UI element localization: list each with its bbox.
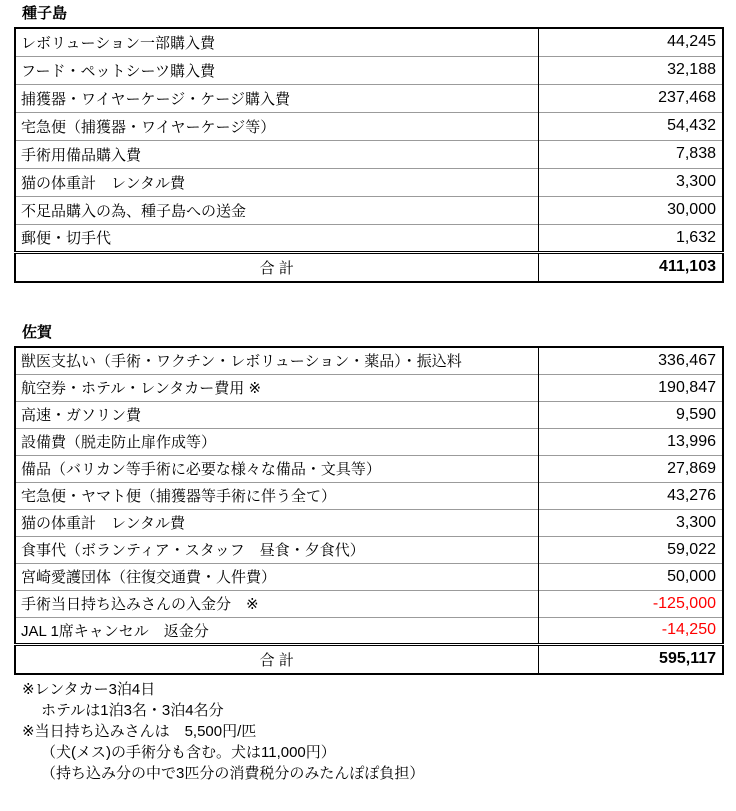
- table-row: [15, 374, 723, 401]
- table-row: [15, 347, 723, 374]
- expense-label-cell: 猫の体重計 レンタル費: [15, 509, 538, 536]
- total-amount-cell: 595,117: [538, 644, 723, 674]
- footnote-line: （持ち込み分の中で3匹分の消費税分のみたんぽぽ負担）: [41, 765, 425, 782]
- total-amount-cell: 411,103: [538, 252, 723, 282]
- table-row: [15, 590, 723, 617]
- expense-amount-cell: 30,000: [538, 196, 723, 224]
- total-label-cell: 合 計: [15, 644, 538, 674]
- expense-amount-cell: 336,467: [658, 351, 716, 369]
- total-row: [15, 252, 723, 282]
- expense-label-cell: 郵便・切手代: [15, 224, 538, 252]
- expense-amount-cell: 3,300: [538, 509, 723, 536]
- expense-label-cell: フード・ペットシーツ購入費: [15, 56, 538, 84]
- table-row: [15, 617, 723, 644]
- expense-label-cell: 宅急便（捕獲器・ワイヤーケージ等）: [15, 112, 538, 140]
- table-title-tanegashima: 種子島: [22, 5, 68, 22]
- expense-amount-cell: 7,838: [538, 140, 723, 168]
- expense-amount-cell: 13,996: [538, 428, 723, 455]
- footnotes: [22, 679, 722, 784]
- expense-amount-cell: 190,847: [538, 374, 723, 401]
- expense-label-cell: 航空券・ホテル・レンタカー費用 ※: [15, 374, 538, 401]
- table-block-tanegashima: [14, 4, 722, 283]
- expense-amount-cell: 54,432: [538, 112, 723, 140]
- expense-label-cell: 宅急便・ヤマト便（捕獲器等手術に伴う全て）: [15, 482, 538, 509]
- expense-amount-cell: 1,632: [538, 224, 723, 252]
- table-row: [15, 168, 723, 196]
- table-row: [15, 56, 723, 84]
- table-body: [15, 347, 723, 674]
- expense-label-cell: 備品（バリカン等手術に必要な様々な備品・文具等）: [15, 455, 538, 482]
- table-row: [15, 28, 723, 56]
- footnote-line: ※レンタカー3泊4日: [22, 681, 156, 698]
- expense-label-cell: 手術用備品購入費: [15, 140, 538, 168]
- table-row: [15, 140, 723, 168]
- total-label-cell: 合 計: [15, 252, 538, 282]
- expense-amount-cell: -14,250: [538, 617, 723, 644]
- expense-label-cell: 不足品購入の為、種子島への送金: [15, 196, 538, 224]
- expense-amount-cell: 27,869: [538, 455, 723, 482]
- expense-amount-cell: 59,022: [538, 536, 723, 563]
- table-row: [15, 482, 723, 509]
- table-block-saga: [14, 323, 722, 675]
- table-row: [15, 455, 723, 482]
- expense-label-cell: 高速・ガソリン費: [15, 401, 538, 428]
- expense-label-cell: 設備費（脱走防止扉作成等）: [15, 428, 538, 455]
- expense-label-cell: レボリューション一部購入費: [15, 28, 538, 56]
- expense-amount-cell: 44,245: [667, 33, 716, 51]
- table-row: [15, 224, 723, 252]
- expense-label-cell: 宮崎愛護団体（往復交通費・人件費）: [15, 563, 538, 590]
- footnote-line: ホテルは1泊3名・3泊4名分: [41, 702, 224, 719]
- expense-amount-cell: 3,300: [538, 168, 723, 196]
- expense-table-saga: [14, 346, 724, 675]
- footnote-line: （犬(メス)の手術分も含む。犬は11,000円）: [41, 744, 336, 761]
- table-row: [15, 509, 723, 536]
- expense-amount-cell: 32,188: [538, 56, 723, 84]
- expense-table-tanegashima: [14, 27, 724, 283]
- table-row: [15, 428, 723, 455]
- expense-label-cell: 猫の体重計 レンタル費: [15, 168, 538, 196]
- expense-label-cell: 食事代（ボランティア・スタッフ 昼食・夕食代）: [15, 536, 538, 563]
- table-row: [15, 536, 723, 563]
- expense-label-cell: 獣医支払い（手術・ワクチン・レボリューション・薬品）・振込料: [15, 347, 538, 374]
- table-row: [15, 563, 723, 590]
- table-body: [15, 28, 723, 282]
- expense-label-cell: 捕獲器・ワイヤーケージ・ケージ購入費: [15, 84, 538, 112]
- table-row: [15, 401, 723, 428]
- expense-label-cell: 手術当日持ち込みさんの入金分 ※: [15, 590, 538, 617]
- total-row: [15, 644, 723, 674]
- expense-label-cell: JAL 1席キャンセル 返金分: [15, 617, 538, 644]
- expense-amount-cell: -125,000: [538, 590, 723, 617]
- expense-amount-cell: 237,468: [538, 84, 723, 112]
- table-title-saga: 佐賀: [22, 324, 53, 341]
- expense-amount-cell: 43,276: [538, 482, 723, 509]
- table-row: [15, 112, 723, 140]
- footnote-line: ※当日持ち込みさんは 5,500円/匹: [22, 723, 257, 740]
- expense-amount-cell: 50,000: [538, 563, 723, 590]
- table-row: [15, 196, 723, 224]
- expense-amount-cell: 9,590: [538, 401, 723, 428]
- table-row: [15, 84, 723, 112]
